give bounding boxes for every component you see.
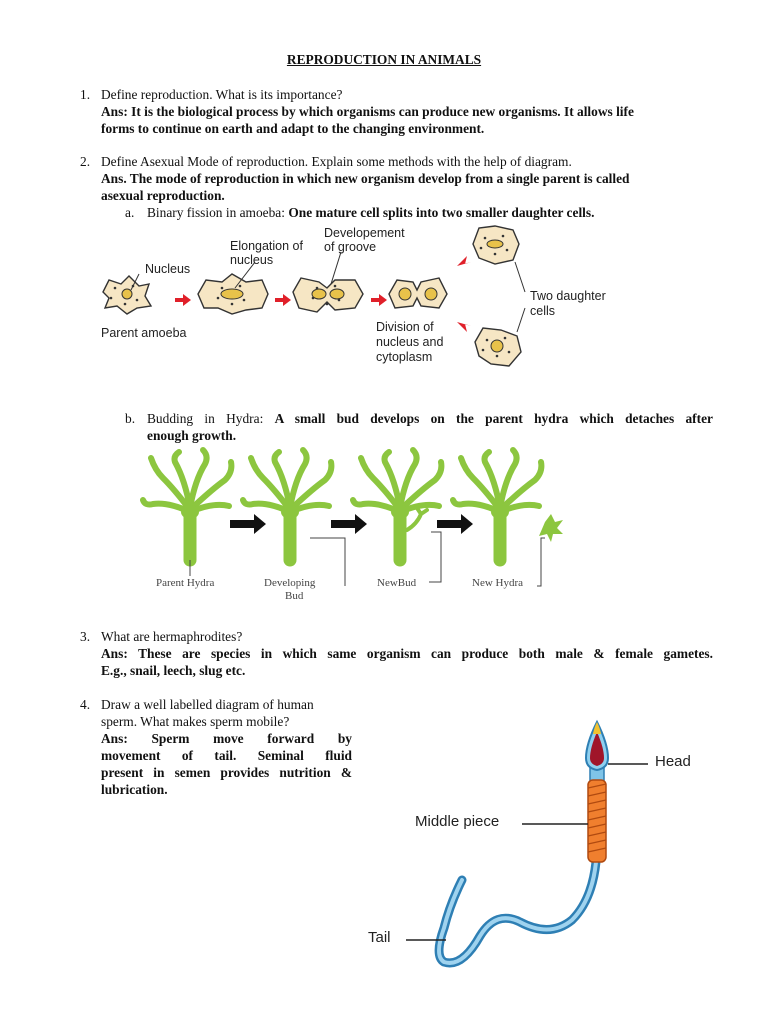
q2-answer-line2: asexual reproduction. [101,188,225,203]
label-nucleus: Nucleus [145,262,191,276]
label-tail: Tail [368,929,391,946]
label-daughters-2: cells [530,304,556,318]
label-parent-hydra: Parent Hydra [156,577,215,589]
daughter-cell-top [473,226,519,264]
q2a-text: One mature cell splits into two smaller daughter cells. [288,205,595,220]
parent-amoeba [103,276,151,314]
arrow-1 [175,294,191,306]
q4-answer-line1 [101,730,352,747]
amoeba-division [389,278,447,308]
q1-answer-line1: Ans: It is the biological process by which organisms can produce new organisms. It allows life [101,104,634,119]
q2b-label: Budding in Hydra: [147,411,264,426]
q2-question: Define Asexual Mode of reproduction. Explain some methods with the help of diagram. [101,154,572,169]
label-new-hydra: New Hydra [472,577,524,589]
q4-answer-line3 [101,764,352,781]
label-head: Head [655,753,691,770]
label-elongation-2: nucleus [230,253,274,267]
q2a-marker: a. [125,205,135,220]
q2a-label: Binary fission in amoeba: [147,205,285,220]
label-division-3: cytoplasm [376,350,433,364]
q2b-text-1: A small bud develops on the parent hydra which detaches after [274,411,713,426]
q3-answer-line1 [101,645,713,662]
q4-answer-line3-text: present in semen provides nutrition & [101,765,352,780]
hydra-arrow-2 [331,514,367,534]
q4-number: 4. [80,697,91,712]
label-groove-1: Developement [324,226,405,240]
q3-number: 3. [80,629,91,644]
arrow-down [457,322,471,332]
q3-answer-line2: E.g., snail, leech, slug etc. [101,663,246,678]
label-elongation-1: Elongation of [230,239,303,253]
q2-answer-line1: Ans. The mode of reproduction in which new organism develop from a single parent is called [101,171,630,186]
q2b-line1 [147,410,713,427]
label-new-bud: NewBud [377,577,417,589]
hydra-new-hydra [453,450,541,560]
label-daughters-1: Two daughter [530,289,606,303]
q4-answer-line1-text: Ans: Sperm move forward by [101,731,352,746]
q4-answer-line2 [101,747,352,764]
hydra-new-bud [353,450,441,560]
q4-question-line2: sperm. What makes sperm mobile? [101,714,290,729]
label-groove-2: of groove [324,240,377,254]
label-parent-amoeba: Parent amoeba [101,326,187,340]
q2b-text-2: enough growth. [147,428,237,443]
label-developing-1: Developing [264,577,316,589]
hydra-parent [143,450,231,560]
q3-answer-line1-text: Ans: These are species in which same organism can produce both male & female gametes. [101,646,713,661]
label-division-2: nucleus and [376,335,444,349]
q2-number: 2. [80,154,91,169]
label-developing-2: Bud [285,590,304,602]
q4-answer-line4: lubrication. [101,782,168,797]
arrow-3 [371,294,387,306]
q1-number: 1. [80,87,91,102]
daughter-cell-bottom [475,328,521,366]
q4-answer-line2-text: movement of tail. Seminal fluid [101,748,352,763]
q1-answer-line2: forms to continue on earth and adapt to the changing environment. [101,121,485,136]
label-middle-piece: Middle piece [415,813,500,830]
arrow-up [457,256,471,266]
sperm-diagram [400,700,700,1020]
amoeba-groove [293,278,363,312]
q4-question-line1: Draw a well labelled diagram of human [101,697,314,712]
sperm-tail [439,862,596,963]
q2b-marker: b. [125,411,136,426]
amoeba-elongation [198,274,268,314]
q3-question: What are hermaphrodites? [101,629,243,644]
hydra-arrow-3 [437,514,473,534]
hydra-arrow-1 [230,514,266,534]
q2a-line [147,204,594,221]
label-division-1: Division of [376,320,434,334]
hydra-developing-bud [243,450,331,560]
arrow-2 [275,294,291,306]
q1-question: Define reproduction. What is its importance? [101,87,343,102]
page-title: REPRODUCTION IN ANIMALS [286,52,482,67]
